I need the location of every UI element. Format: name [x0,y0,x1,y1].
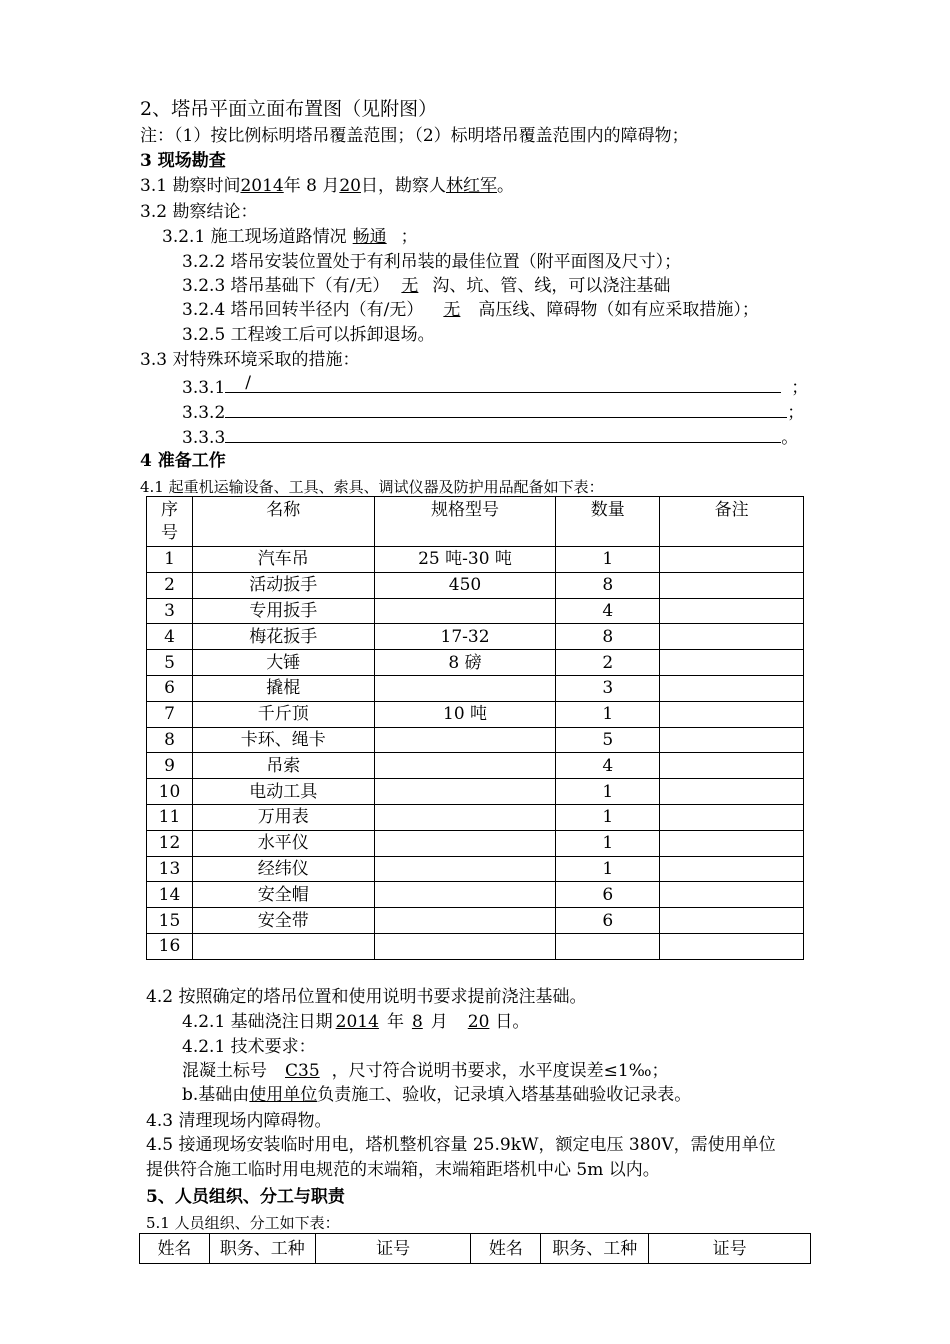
survey-conclusion-label: 3.2 勘察结论： [140,202,258,222]
cell-remark [660,598,804,624]
cell-qty: 8 [556,572,660,598]
table-row [147,908,804,934]
cell-seq: 9 [147,753,193,779]
cell-remark [660,547,804,573]
header-person-role-2: 职务、工种 [541,1234,649,1264]
cell-qty: 1 [556,804,660,830]
cell-qty: 1 [556,856,660,882]
header-person-cert-1: 证号 [315,1234,471,1264]
cell-name: 水平仪 [192,830,374,856]
foundation-check-value: 无 [401,276,419,296]
table-row [147,650,804,676]
table-row [147,933,804,959]
cell-seq: 14 [147,882,193,908]
cell-seq: 15 [147,908,193,934]
measure-blank-2 [225,400,787,418]
measure-line-3: 3.3.3 。 [182,425,798,449]
cell-qty: 1 [556,830,660,856]
cell-remark [660,701,804,727]
cell-spec [374,933,556,959]
cell-name: 安全带 [192,908,374,934]
power-line-2: 提供符合施工临时用电规范的末端箱，末端箱距塔机中心 5m 以内。 [146,1160,660,1180]
cell-name: 梅花扳手 [192,624,374,650]
measure-blank-3 [225,425,781,443]
foundation-check-line: 3.2.3 塔吊基础下（有/无） 无 沟、坑、管、线，可以浇注基础 [182,276,671,296]
cell-remark [660,624,804,650]
cell-name: 卡环、绳卡 [192,727,374,753]
cell-qty: 6 [556,908,660,934]
equipment-table-header [147,497,804,547]
section5-title: 5、人员组织、分工与职责 [146,1187,345,1207]
pour-date-line: 4.2.1 基础浇注日期 2014 年 8 月 20 日。 [182,1012,530,1032]
table-row [147,830,804,856]
cell-name: 安全帽 [192,882,374,908]
table-row [147,753,804,779]
power-line-1: 4.5 接通现场安装临时用电，塔机整机容量 25.9kW，额定电压 380V，需使用单位 [146,1135,776,1155]
cell-spec [374,804,556,830]
cell-remark [660,753,804,779]
table-row [147,779,804,805]
table-row [147,856,804,882]
table-row [147,882,804,908]
cell-remark [660,727,804,753]
header-remark: 备注 [660,497,804,547]
radius-check-value: 无 [443,300,461,320]
cell-spec [374,753,556,779]
tech-requirements-label: 4.2.1 技术要求： [182,1037,316,1057]
personnel-table [139,1233,811,1264]
cell-qty: 1 [556,779,660,805]
cell-name: 万用表 [192,804,374,830]
cell-name: 汽车吊 [192,547,374,573]
cell-name: 电动工具 [192,779,374,805]
measure-blank-1: / [225,375,781,393]
survey-time-line: 3.1 勘察时间2014年 8 月20日，勘察人林红军。 [140,176,514,196]
cell-seq: 11 [147,804,193,830]
cell-qty: 6 [556,882,660,908]
cell-qty: 8 [556,624,660,650]
equipment-table-caption: 4.1 起重机运输设备、工具、索具、调试仪器及防护用品配备如下表： [140,478,604,496]
road-condition-value: 畅通 [352,227,387,247]
table-row [147,598,804,624]
cell-name: 吊索 [192,753,374,779]
cell-seq: 16 [147,933,193,959]
pour-month: 8 [411,1012,423,1032]
cell-remark [660,675,804,701]
cell-name: 经纬仪 [192,856,374,882]
cell-qty: 1 [556,701,660,727]
cell-seq: 12 [147,830,193,856]
cell-qty: 5 [556,727,660,753]
cell-remark [660,882,804,908]
cell-spec: 25 吨-30 吨 [374,547,556,573]
header-person-name-2: 姓名 [471,1234,541,1264]
cell-seq: 3 [147,598,193,624]
clear-obstacles-line: 4.3 清理现场内障碍物。 [146,1111,332,1131]
cell-name: 专用扳手 [192,598,374,624]
cell-seq: 10 [147,779,193,805]
cell-spec [374,675,556,701]
personnel-table-caption: 5.1 人员组织、分工如下表： [146,1214,340,1232]
cell-spec [374,856,556,882]
install-position-line: 3.2.2 塔吊安装位置处于有利吊装的最佳位置（附平面图及尺寸）； [182,252,682,272]
header-person-role-1: 职务、工种 [209,1234,315,1264]
cell-seq: 13 [147,856,193,882]
cell-name [192,933,374,959]
measure-line-1: 3.3.1 / ； [182,373,809,398]
table-row [147,572,804,598]
section3-title: 3 现场勘查 [140,151,226,171]
cell-name: 撬棍 [192,675,374,701]
surveyor-name: 林红军 [445,176,497,196]
header-person-cert-2: 证号 [649,1234,811,1264]
cell-qty: 2 [556,650,660,676]
dismantle-line: 3.2.5 工程竣工后可以拆卸退场。 [182,325,435,345]
header-qty: 数量 [556,497,660,547]
cell-spec: 8 磅 [374,650,556,676]
cell-spec: 450 [374,572,556,598]
survey-day: 20 [339,176,361,196]
personnel-table-header [140,1234,811,1264]
cell-qty: 3 [556,675,660,701]
cell-seq: 7 [147,701,193,727]
cell-seq: 4 [147,624,193,650]
cell-seq: 5 [147,650,193,676]
cell-remark [660,804,804,830]
cell-spec [374,882,556,908]
table-row [147,675,804,701]
cell-qty: 1 [556,547,660,573]
survey-year: 2014 [240,176,284,196]
header-seq: 序号 [147,497,193,547]
cell-seq: 1 [147,547,193,573]
cell-spec [374,727,556,753]
equipment-table [146,496,804,960]
cell-name: 活动扳手 [192,572,374,598]
cell-remark [660,933,804,959]
concrete-grade-value: C35 [285,1061,320,1081]
table-row [147,547,804,573]
concrete-grade-line: 混凝土标号 C35 ，尺寸符合说明书要求，水平度误差≤1‰； [182,1061,669,1081]
header-person-name-1: 姓名 [140,1234,210,1264]
cell-remark [660,908,804,934]
cell-spec: 17-32 [374,624,556,650]
section4-title: 4 准备工作 [140,451,226,471]
section2-note: 注：（1）按比例标明塔吊覆盖范围；（2）标明塔吊覆盖范围内的障碍物； [140,126,689,146]
cell-spec [374,779,556,805]
road-condition-line: 3.2.1 施工现场道路情况 畅通 ； [162,227,418,247]
pour-day: 20 [467,1012,490,1032]
cell-seq: 2 [147,572,193,598]
special-measures-label: 3.3 对特殊环境采取的措施： [140,350,360,370]
cell-name: 大锤 [192,650,374,676]
cell-spec: 10 吨 [374,701,556,727]
cell-spec [374,908,556,934]
cell-seq: 6 [147,675,193,701]
header-name: 名称 [192,497,374,547]
table-row [147,804,804,830]
table-row [147,624,804,650]
cell-seq: 8 [147,727,193,753]
table-row [147,727,804,753]
cell-qty [556,933,660,959]
header-spec: 规格型号 [374,497,556,547]
cell-spec [374,830,556,856]
radius-check-line: 3.2.4 塔吊回转半径内（有/无） 无 高压线、障碍物（如有应采取措施）； [182,300,759,320]
foundation-builder-line: b.基础由使用单位负责施工、验收，记录填入塔基基础验收记录表。 [182,1085,692,1105]
cell-remark [660,779,804,805]
cell-remark [660,572,804,598]
cell-qty: 4 [556,598,660,624]
cell-qty: 4 [556,753,660,779]
pour-year: 2014 [335,1012,379,1032]
cell-name: 千斤顶 [192,701,374,727]
section2-title: 2、塔吊平面立面布置图（见附图） [140,98,438,120]
table-row [147,701,804,727]
measure-line-2: 3.3.2 ； [182,400,804,424]
foundation-pour-line: 4.2 按照确定的塔吊位置和使用说明书要求提前浇注基础。 [146,987,587,1007]
cell-remark [660,650,804,676]
cell-remark [660,830,804,856]
foundation-builder-value: 使用单位 [249,1085,318,1105]
cell-remark [660,856,804,882]
cell-spec [374,598,556,624]
